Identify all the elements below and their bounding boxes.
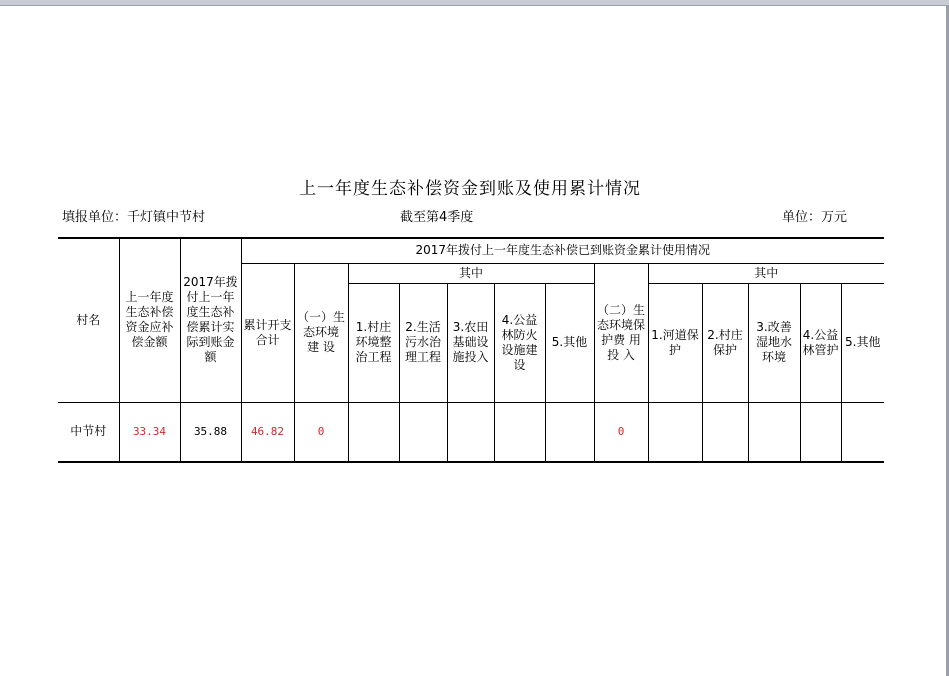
sub1-col-header: 2.生活污水治理工程 (399, 283, 447, 402)
currency-unit: 单位：万元 (782, 210, 848, 225)
cell-sub2 (841, 402, 884, 462)
cell-sub1 (494, 402, 545, 462)
reporting-unit: 填报单位：千灯镇中节村 (62, 210, 206, 225)
report-title: 上一年度生态补偿资金到账及使用累计情况 (299, 179, 641, 199)
cell-env-construction: 0 (294, 402, 348, 462)
table-row (58, 402, 884, 462)
cell-village: 中节村 (58, 402, 119, 462)
col-env-protection-header: （二）生态环境保护费 用投 入 (594, 263, 648, 402)
cell-sub2 (702, 402, 748, 462)
cell-should-pay: 33.34 (119, 402, 180, 462)
cell-sub2 (648, 402, 702, 462)
col-usage-group-header: 2017年拨付上一年度生态补偿已到账资金累计使用情况 (241, 238, 884, 263)
sub1-col-header: 4.公益林防火设施建设 (494, 283, 545, 402)
col-total-header: 累计开支合计 (241, 263, 294, 402)
col-actual-received-header: 2017年拨付上一年度生态补偿累计实际到账金 额 (180, 238, 241, 402)
cell-sub2 (748, 402, 800, 462)
of-which-header-1: 其中 (348, 263, 594, 283)
sub2-col-header: 5.其他 (841, 283, 884, 402)
cell-sub1 (447, 402, 494, 462)
col-should-pay-header: 上一年度生态补偿资金应补偿金额 (119, 238, 180, 402)
cell-sub2 (800, 402, 841, 462)
cell-sub1 (399, 402, 447, 462)
col-village-header: 村名 (58, 238, 119, 402)
sub2-col-header: 3.改善湿地水环境 (748, 283, 800, 402)
col-env-construction-header: （一）生态环境 建 设 (294, 263, 348, 402)
cell-actual-received: 35.88 (180, 402, 241, 462)
sub2-col-header: 2.村庄保护 (702, 283, 748, 402)
cell-env-protection: 0 (594, 402, 648, 462)
report-period: 截至第4季度 (400, 210, 474, 225)
sub1-col-header: 3.农田基础设施投入 (447, 283, 494, 402)
sub1-col-header: 1.村庄环境整治工程 (348, 283, 399, 402)
window-top-bar (0, 0, 949, 6)
sub1-col-header: 5.其他 (545, 283, 594, 402)
of-which-header-2: 其中 (648, 263, 884, 283)
cell-sub1 (348, 402, 399, 462)
sub2-col-header: 4.公益林管护 (800, 283, 841, 402)
cell-total: 46.82 (241, 402, 294, 462)
report-table (58, 237, 884, 463)
sub2-col-header: 1.河道保护 (648, 283, 702, 402)
cell-sub1 (545, 402, 594, 462)
